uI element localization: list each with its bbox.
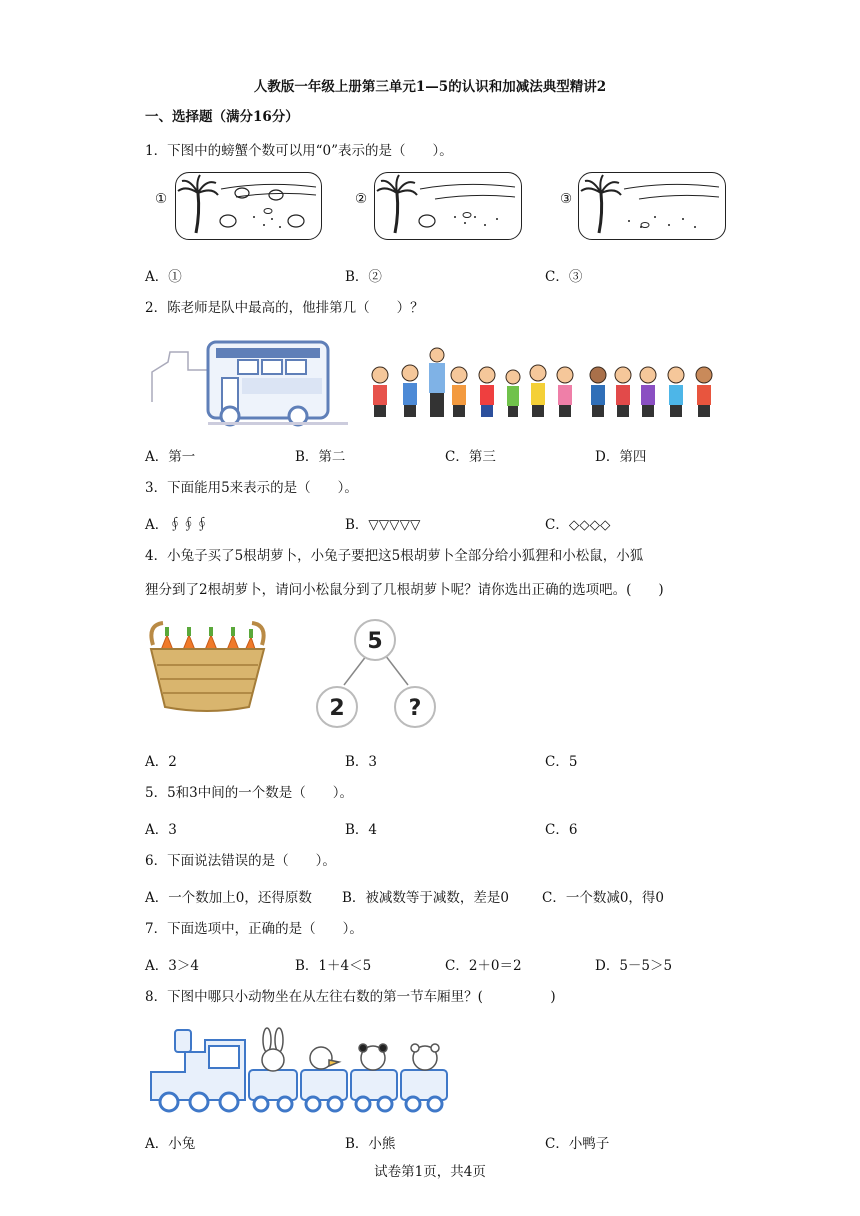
- q6-option-c[interactable]: C．一个数减0，得0: [542, 890, 665, 906]
- crab-scene-3: [578, 172, 726, 240]
- number-bond-diagram: [312, 615, 442, 735]
- q2-option-b[interactable]: B．第二: [295, 449, 346, 465]
- q4-option-c[interactable]: C．5: [545, 754, 578, 770]
- bond-top-value: 5: [367, 629, 383, 654]
- q1-option-a[interactable]: A．①: [145, 269, 182, 285]
- q7-option-d[interactable]: D．5－5＞5: [595, 958, 673, 974]
- q5-option-b[interactable]: B．4: [345, 822, 378, 838]
- q7-option-a[interactable]: A．3＞4: [145, 958, 199, 974]
- question-3: 3．下面能用5来表示的是（ ）。: [145, 480, 358, 496]
- q8-option-a[interactable]: A．小兔: [145, 1136, 196, 1152]
- q3-option-c[interactable]: C．◇◇◇◇: [545, 517, 611, 533]
- q3-option-b[interactable]: B．▽▽▽▽▽: [345, 517, 421, 533]
- crab-scene-2: [374, 172, 522, 240]
- q4-option-a[interactable]: A．2: [145, 754, 177, 770]
- q2-option-d[interactable]: D．第四: [595, 449, 647, 465]
- question-4-line-1: 4．小兔子买了5根胡萝卜，小兔子要把这5根胡萝卜全部分给小狐狸和小松鼠，小狐: [145, 548, 644, 564]
- palm-crab-image-1: [176, 173, 321, 239]
- animal-train-image: [145, 1022, 470, 1114]
- bond-right-value: ?: [408, 696, 422, 721]
- question-7: 7．下面选项中，正确的是（ ）。: [145, 921, 363, 937]
- bus-image: [148, 332, 348, 427]
- q5-option-a[interactable]: A．3: [145, 822, 177, 838]
- q4-option-b[interactable]: B．3: [345, 754, 378, 770]
- bond-left-value: 2: [329, 696, 345, 721]
- scene-label-1: ①: [155, 191, 168, 207]
- q2-option-a[interactable]: A．第一: [145, 449, 196, 465]
- palm-crab-image-3: [579, 173, 725, 239]
- scene-label-3: ③: [560, 191, 573, 207]
- q7-option-c[interactable]: C．2＋0＝2: [445, 958, 522, 974]
- question-8: 8．下图中哪只小动物坐在从左往右数的第一节车厢里？( ): [145, 989, 556, 1005]
- scene-label-2: ②: [355, 191, 368, 207]
- q6-option-b[interactable]: B．被减数等于减数，差是0: [342, 890, 510, 906]
- q1-option-c[interactable]: C．③: [545, 269, 583, 285]
- section-heading: 一、选择题（满分16分）: [145, 109, 299, 125]
- question-4-line-2: 狸分到了2根胡萝卜，请问小松鼠分到了几根胡萝卜呢？请你选出正确的选项吧。( ): [145, 582, 664, 598]
- page-footer: 试卷第1页，共4页: [374, 1164, 486, 1180]
- carrot-basket-image: [145, 615, 270, 715]
- question-6: 6．下面说法错误的是（ ）。: [145, 853, 336, 869]
- queue-of-children-image: [365, 345, 720, 420]
- q7-option-b[interactable]: B．1＋4＜5: [295, 958, 372, 974]
- question-1: 1．下图中的螃蟹个数可以用“0”表示的是（ ）。: [145, 143, 453, 159]
- palm-crab-image-2: [375, 173, 521, 239]
- q8-option-b[interactable]: B．小熊: [345, 1136, 396, 1152]
- question-2: 2．陈老师是队中最高的，他排第几（ ）？: [145, 300, 424, 316]
- q2-option-c[interactable]: C．第三: [445, 449, 496, 465]
- page-title: 人教版一年级上册第三单元1—5的认识和加减法典型精讲2: [253, 79, 607, 95]
- question-5: 5．5和3中间的一个数是（ ）。: [145, 785, 354, 801]
- q8-option-c[interactable]: C．小鸭子: [545, 1136, 610, 1152]
- q5-option-c[interactable]: C．6: [545, 822, 578, 838]
- q6-option-a[interactable]: A．一个数加上0，还得原数: [145, 890, 312, 906]
- q1-option-b[interactable]: B．②: [345, 269, 382, 285]
- q3-option-a[interactable]: A．∮∮∮: [145, 517, 209, 533]
- crab-scene-1: [175, 172, 322, 240]
